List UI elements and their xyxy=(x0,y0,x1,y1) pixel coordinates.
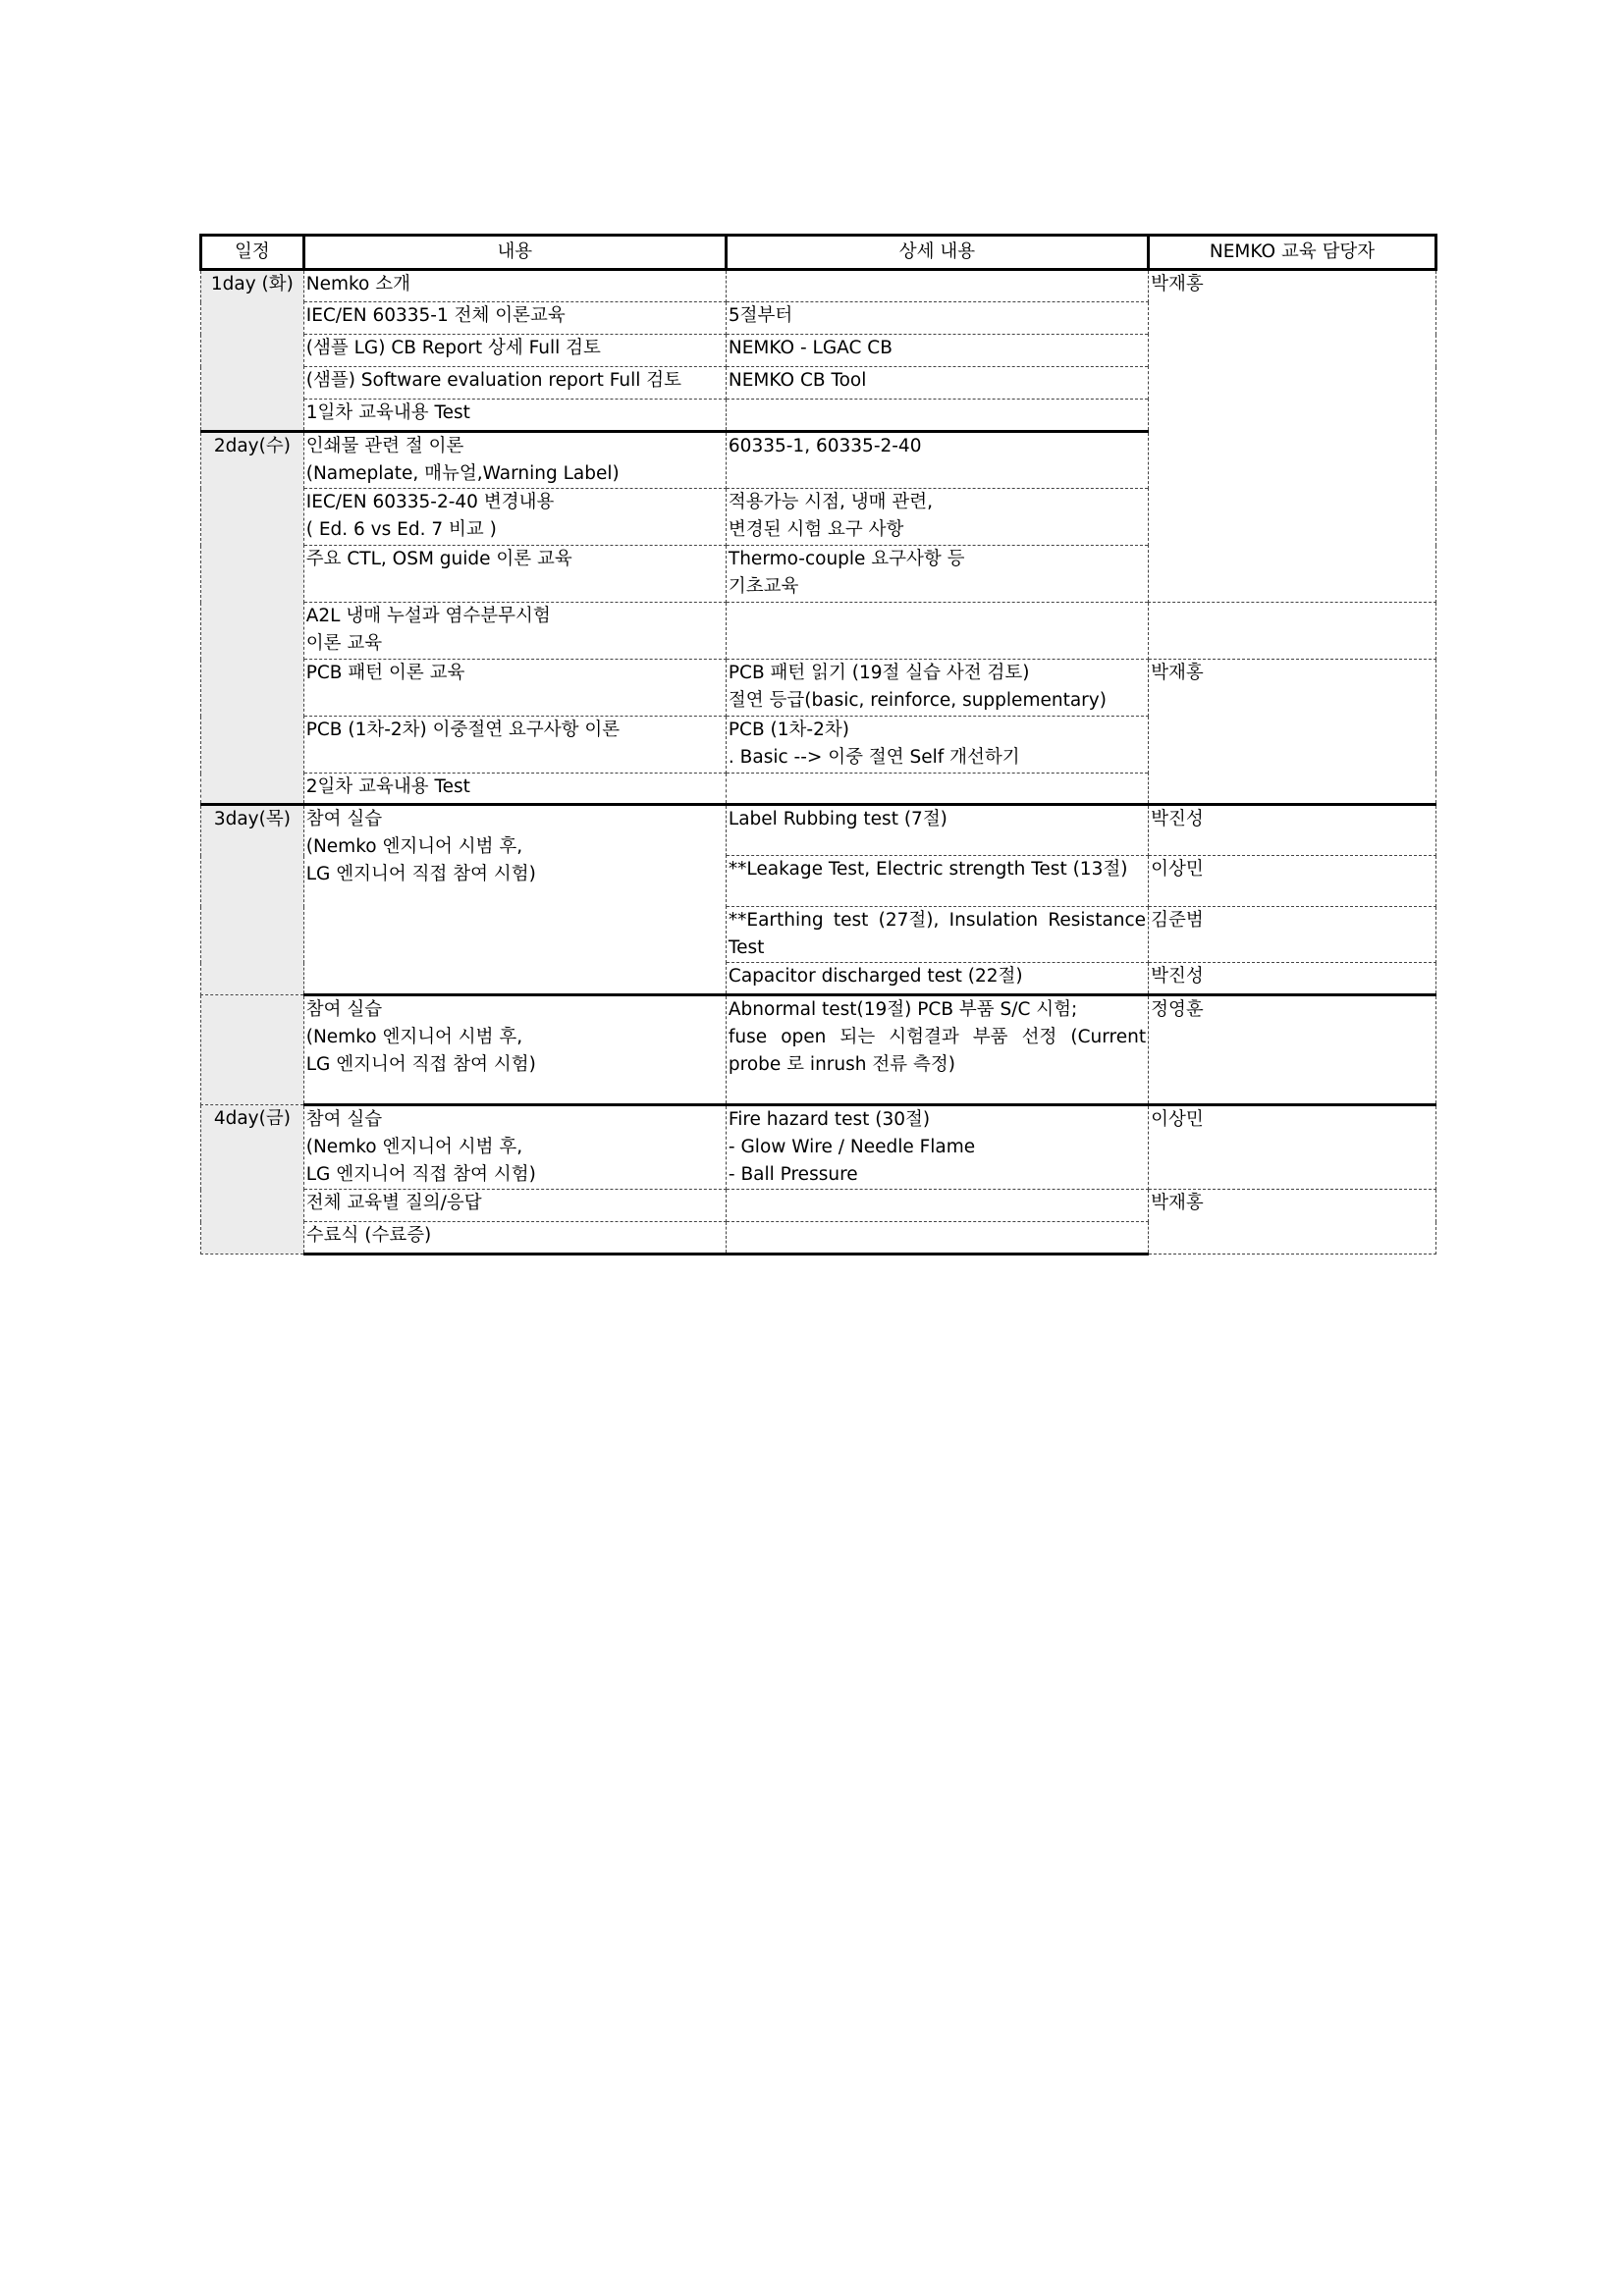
table-row xyxy=(201,660,1436,717)
header-content: 내용 xyxy=(303,236,726,270)
table-row xyxy=(201,1105,1436,1190)
detail-cell: Fire hazard test (30절) - Glow Wire / Needle Flame - Ball Pressure xyxy=(726,1105,1148,1190)
header-staff: NEMKO 교육 담당자 xyxy=(1149,236,1436,270)
detail-cell xyxy=(726,603,1148,660)
staff-cell: 이상민 xyxy=(1149,856,1436,907)
staff-cell: 정영훈 xyxy=(1149,995,1436,1105)
detail-cell: 적용가능 시점, 냉매 관련, 변경된 시험 요구 사항 xyxy=(726,489,1148,546)
content-cell: (샘플 LG) CB Report 상세 Full 검토 xyxy=(303,335,726,367)
table-row xyxy=(201,805,1436,856)
staff-cell: 박재홍 xyxy=(1149,1190,1436,1255)
day-label: 2day(수) xyxy=(201,432,304,805)
content-cell: (샘플) Software evaluation report Full 검토 xyxy=(303,367,726,400)
content-cell: 참여 실습 (Nemko 엔지니어 시범 후, LG 엔지니어 직접 참여 시험) xyxy=(303,1105,726,1190)
detail-cell: **Leakage Test, Electric strength Test (13절) xyxy=(726,856,1148,907)
content-cell: IEC/EN 60335-1 전체 이론교육 xyxy=(303,302,726,335)
staff-cell: 박진성 xyxy=(1149,963,1436,995)
detail-cell xyxy=(726,774,1148,805)
content-cell: 참여 실습 (Nemko 엔지니어 시범 후, LG 엔지니어 직접 참여 시험) xyxy=(303,995,726,1105)
header-row xyxy=(201,236,1436,270)
training-schedule-table xyxy=(199,234,1437,1255)
content-cell: 주요 CTL, OSM guide 이론 교육 xyxy=(303,546,726,603)
content-cell: 2일차 교육내용 Test xyxy=(303,774,726,805)
table-row xyxy=(201,270,1436,302)
detail-cell: Thermo-couple 요구사항 등 기초교육 xyxy=(726,546,1148,603)
day-spacer xyxy=(201,995,304,1105)
detail-cell: Capacitor discharged test (22절) xyxy=(726,963,1148,995)
content-cell: 1일차 교육내용 Test xyxy=(303,400,726,432)
detail-cell xyxy=(726,1190,1148,1222)
detail-cell: NEMKO CB Tool xyxy=(726,367,1148,400)
content-cell: 전체 교육별 질의/응답 xyxy=(303,1190,726,1222)
content-cell: A2L 냉매 누설과 염수분무시험 이론 교육 xyxy=(303,603,726,660)
table-row xyxy=(201,1190,1436,1222)
staff-cell: 이상민 xyxy=(1149,1105,1436,1190)
staff-cell: 김준범 xyxy=(1149,907,1436,963)
content-cell: IEC/EN 60335-2-40 변경내용 ( Ed. 6 vs Ed. 7 비교 ) xyxy=(303,489,726,546)
detail-cell xyxy=(726,1222,1148,1255)
staff-cell xyxy=(1149,603,1436,660)
day-label: 3day(목) xyxy=(201,805,304,995)
content-cell: Nemko 소개 xyxy=(303,270,726,302)
content-cell: PCB (1차-2차) 이중절연 요구사항 이론 xyxy=(303,717,726,774)
detail-cell: **Earthing test (27절), Insulation Resistance Test xyxy=(726,907,1148,963)
table-row xyxy=(201,603,1436,660)
staff-cell: 박진성 xyxy=(1149,805,1436,856)
detail-cell: PCB 패턴 읽기 (19절 실습 사전 검토) 절연 등급(basic, reinforce, supplementary) xyxy=(726,660,1148,717)
staff-cell: 박재홍 xyxy=(1149,270,1436,603)
detail-cell: Label Rubbing test (7절) xyxy=(726,805,1148,856)
header-detail: 상세 내용 xyxy=(726,236,1148,270)
detail-cell xyxy=(726,400,1148,432)
detail-cell: NEMKO - LGAC CB xyxy=(726,335,1148,367)
content-cell: PCB 패턴 이론 교육 xyxy=(303,660,726,717)
staff-cell: 박재홍 xyxy=(1149,660,1436,805)
table-row xyxy=(201,995,1436,1105)
header-schedule: 일정 xyxy=(201,236,304,270)
detail-cell: Abnormal test(19절) PCB 부품 S/C 시험; fuse open 되는 시험결과 부품 선정 (Current probe 로 inrush 전류 측정) xyxy=(726,995,1148,1105)
content-cell: 참여 실습 (Nemko 엔지니어 시범 후, LG 엔지니어 직접 참여 시험) xyxy=(303,805,726,995)
day-label: 1day (화) xyxy=(201,270,304,432)
day-label: 4day(금) xyxy=(201,1105,304,1255)
content-cell: 수료식 (수료증) xyxy=(303,1222,726,1255)
detail-cell: 60335-1, 60335-2-40 xyxy=(726,432,1148,489)
content-cell: 인쇄물 관련 절 이론 (Nameplate, 매뉴얼,Warning Label) xyxy=(303,432,726,489)
detail-cell xyxy=(726,270,1148,302)
detail-cell: PCB (1차-2차) . Basic --> 이중 절연 Self 개선하기 xyxy=(726,717,1148,774)
detail-cell: 5절부터 xyxy=(726,302,1148,335)
